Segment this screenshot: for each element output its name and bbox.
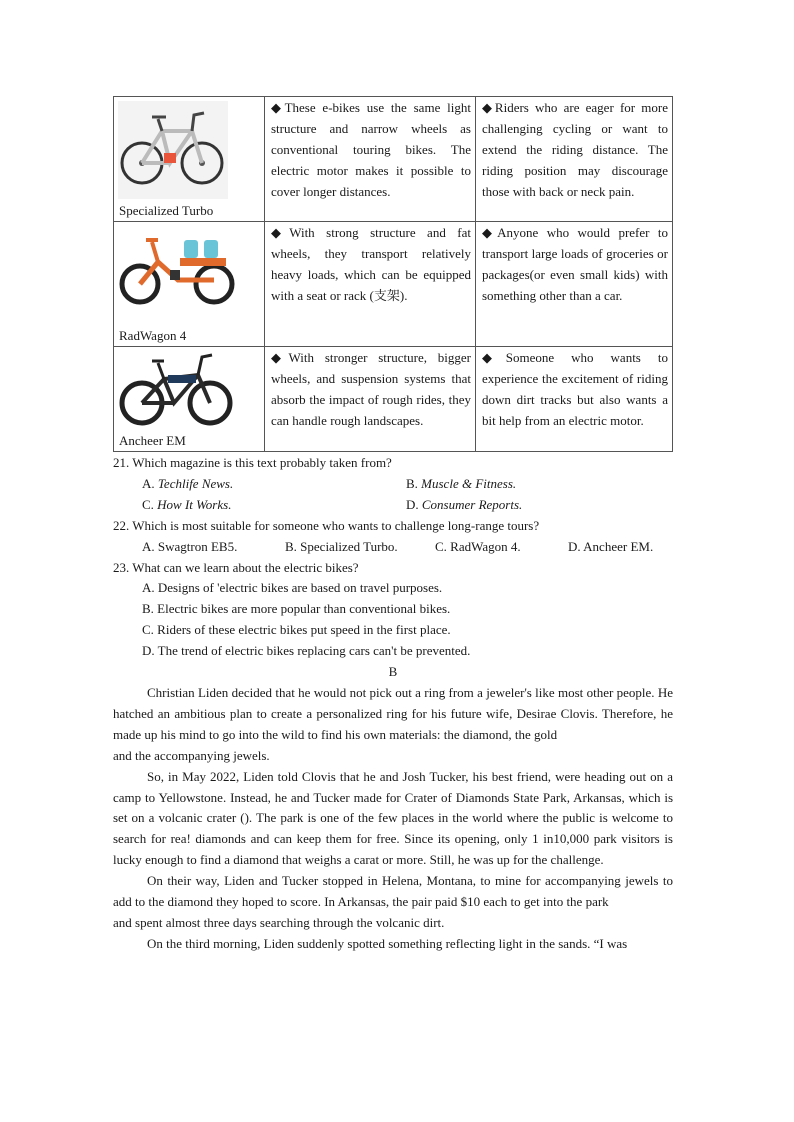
- option-d[interactable]: D. The trend of electric bikes replacing cars can't be prevented.: [142, 643, 471, 659]
- option-b[interactable]: [406, 474, 516, 495]
- paragraph: Christian Liden decided that he would not pick out a ring from a jeweler's like most other people. He hatched an ambitious plan to create a personalized ring for his future wife, Desirae Clovis. Therefore, he made up his mind to go into the wild to find his own materials: the diamond, the gold: [113, 684, 673, 742]
- option-letter: D.: [406, 496, 422, 512]
- bike-name: Ancheer EM: [119, 433, 186, 448]
- question-22: 22. Which is most suitable for someone who wants to challenge long-range tours?: [113, 517, 540, 533]
- question-22-options: [113, 537, 673, 558]
- mountain-ebike-image: [118, 349, 234, 427]
- paragraph: So, in May 2022, Liden told Clovis that he and Josh Tucker, his best friend, were heading out on a camp to Yellowstone. Instead, he and Tucker made for Crater of Diamonds State Park, Arkansas, which is set on a volcanic crater (). The park is one of the few places in the world where the public is welcome to search for rea! diamonds and can keep them for free. Since its opening, only 1 in10,000 park visitors is lucky enough to find a diamond that weighs a carat or more. Still, he was up for the challenge.: [113, 768, 673, 868]
- description-cell: [265, 222, 476, 347]
- option-a[interactable]: A. Swagtron EB5.: [142, 538, 238, 554]
- riders-cell: [476, 97, 673, 222]
- cargo-ebike-image: [118, 228, 236, 306]
- option-c[interactable]: [142, 495, 406, 516]
- description-cell: [265, 347, 476, 452]
- paragraph: On the third morning, Liden suddenly spotted something reflecting light in the sands. “I was: [147, 935, 628, 951]
- question-21-options: [113, 495, 673, 516]
- bike-riders: ◆Someone who wants to experience the excitement of riding down dirt tracks but also wants a bit help from an electric motor.: [482, 350, 668, 428]
- paragraph-continuation: and the accompanying jewels.: [113, 747, 270, 763]
- paragraph: On their way, Liden and Tucker stopped in Helena, Montana, to mine for accompanying jewels to add to the diamond they hoped to score. In Arkansas, the pair paid $10 each to get into the park: [113, 873, 673, 910]
- question-21-options: [113, 474, 673, 495]
- bike-riders: ◆Riders who are eager for more challenging cycling or want to extend the riding distance. The riding position may discourage those with back or neck pain.: [482, 100, 668, 199]
- option-text: Muscle & Fitness.: [421, 475, 517, 491]
- option-a[interactable]: A. Designs of 'electric bikes are based on travel purposes.: [142, 580, 443, 596]
- riders-cell: [476, 347, 673, 452]
- question-21: 21. Which magazine is this text probably taken from?: [113, 455, 392, 470]
- option-b[interactable]: B. Electric bikes are more popular than conventional bikes.: [142, 601, 451, 617]
- option-d[interactable]: [406, 495, 522, 516]
- option-a[interactable]: [142, 474, 406, 495]
- bike-description: ◆These e-bikes use the same light structure and narrow wheels as conventional touring bikes. The electric motor makes it possible to cover longer distances.: [271, 100, 471, 199]
- option-c[interactable]: C. Riders of these electric bikes put speed in the first place.: [142, 622, 451, 638]
- table-row: [114, 97, 673, 222]
- bike-name: RadWagon 4: [119, 328, 187, 343]
- bike-description: ◆With strong structure and fat wheels, they transport relatively heavy loads, which can be equipped with a seat or rack (支架).: [271, 225, 471, 303]
- document-page: [113, 96, 673, 955]
- bike-riders: ◆Anyone who would prefer to transport large loads of groceries or packages(or even small kids) with something other than a car.: [482, 225, 668, 303]
- table-row: [114, 222, 673, 347]
- bike-cell: [114, 347, 265, 452]
- option-letter: C.: [142, 496, 158, 512]
- question-23: 23. What can we learn about the electric bikes?: [113, 559, 359, 575]
- option-text: How It Works.: [157, 496, 232, 512]
- road-ebike-image: [118, 101, 228, 199]
- section-heading: B: [388, 664, 398, 680]
- questions-section: [113, 453, 673, 955]
- option-d[interactable]: D. Ancheer EM.: [568, 538, 654, 554]
- option-letter: A.: [142, 475, 158, 491]
- option-letter: B.: [406, 475, 422, 491]
- bike-name: Specialized Turbo: [119, 203, 214, 218]
- bike-cell: [114, 97, 265, 222]
- description-cell: [265, 97, 476, 222]
- table-row: [114, 347, 673, 452]
- option-b[interactable]: B. Specialized Turbo.: [285, 538, 398, 554]
- option-text: Consumer Reports.: [421, 496, 523, 512]
- bike-description: ◆With stronger structure, bigger wheels, and suspension systems that absorb the impact of rough rides, they can handle rough landscapes.: [271, 350, 471, 428]
- ebike-table: [113, 96, 673, 452]
- paragraph-continuation: and spent almost three days searching through the volcanic dirt.: [113, 914, 445, 930]
- option-c[interactable]: C. RadWagon 4.: [435, 538, 521, 554]
- riders-cell: [476, 222, 673, 347]
- option-text: Techlife News.: [157, 475, 234, 491]
- bike-cell: [114, 222, 265, 347]
